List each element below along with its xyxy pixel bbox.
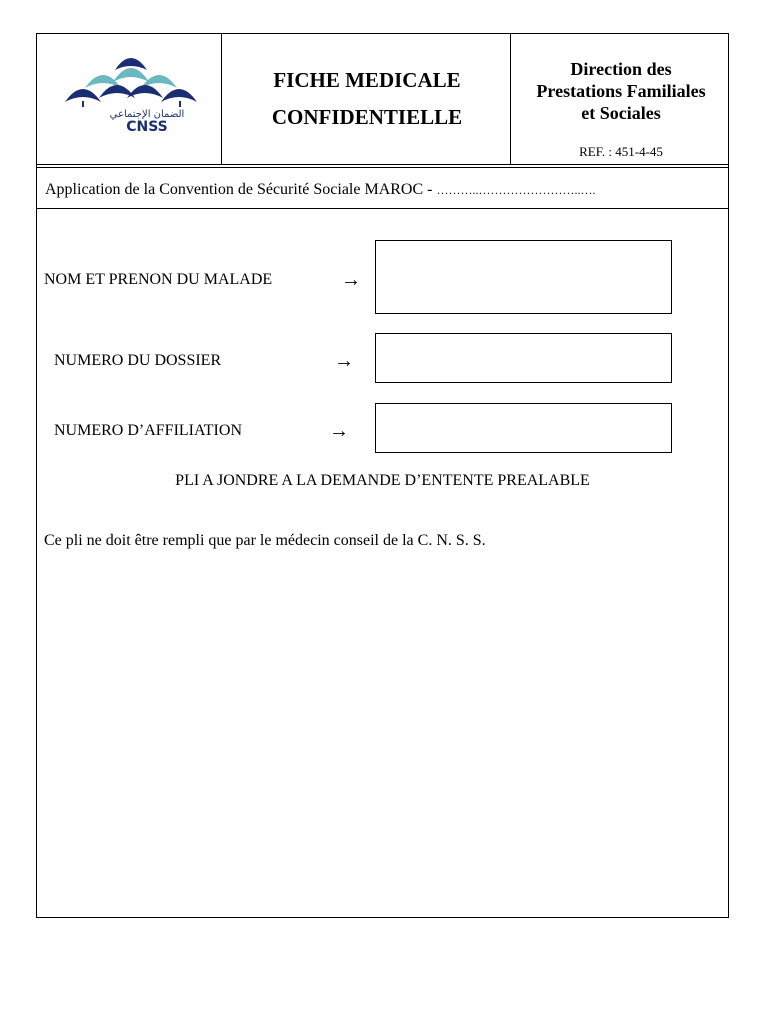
application-country-blank[interactable]: ………..……………………..…. (436, 183, 596, 197)
nom-input-box[interactable] (375, 240, 672, 314)
direction-block (512, 58, 730, 124)
dossier-input-box[interactable] (375, 333, 672, 383)
direction-line-3: et Sociales (581, 103, 661, 123)
affiliation-input-box[interactable] (375, 403, 672, 453)
application-bottom-line (37, 208, 728, 209)
title-line-1: FICHE MEDICALE (273, 68, 461, 92)
nom-arrow-icon: → (341, 269, 361, 291)
affiliation-label: NUMERO D’AFFILIATION (54, 422, 242, 439)
reference-number: REF. : 451-4-45 (579, 144, 663, 159)
logo-cnss-text: CNSS (126, 119, 168, 134)
pli-title: PLI A JONDRE A LA DEMANDE D’ENTENTE PREALABLE (175, 472, 590, 489)
title-line-2: CONFIDENTIELLE (271, 105, 463, 129)
direction-line-2: Prestations Familiales (536, 81, 706, 101)
cnss-logo (63, 48, 199, 134)
form-frame (36, 33, 729, 918)
form-title (223, 62, 511, 136)
dossier-arrow-icon: → (334, 350, 354, 372)
instruction-note: Ce pli ne doit être rempli que par le médecin conseil de la C. N. S. S. (44, 532, 486, 549)
logo-arabic-text: الضمان الإجتماعي (109, 109, 185, 120)
nom-label: NOM ET PRENON DU MALADE (44, 271, 273, 288)
affiliation-arrow-icon: → (329, 420, 349, 442)
header-bottom-line-double (37, 167, 728, 168)
dossier-label: NUMERO DU DOSSIER (54, 352, 222, 369)
application-line (45, 181, 595, 199)
direction-line-1: Direction des (570, 59, 672, 79)
header-bottom-line (37, 164, 728, 165)
header-divider-left (221, 34, 222, 165)
application-text: Application de la Convention de Sécurité Sociale MAROC - (45, 181, 437, 198)
